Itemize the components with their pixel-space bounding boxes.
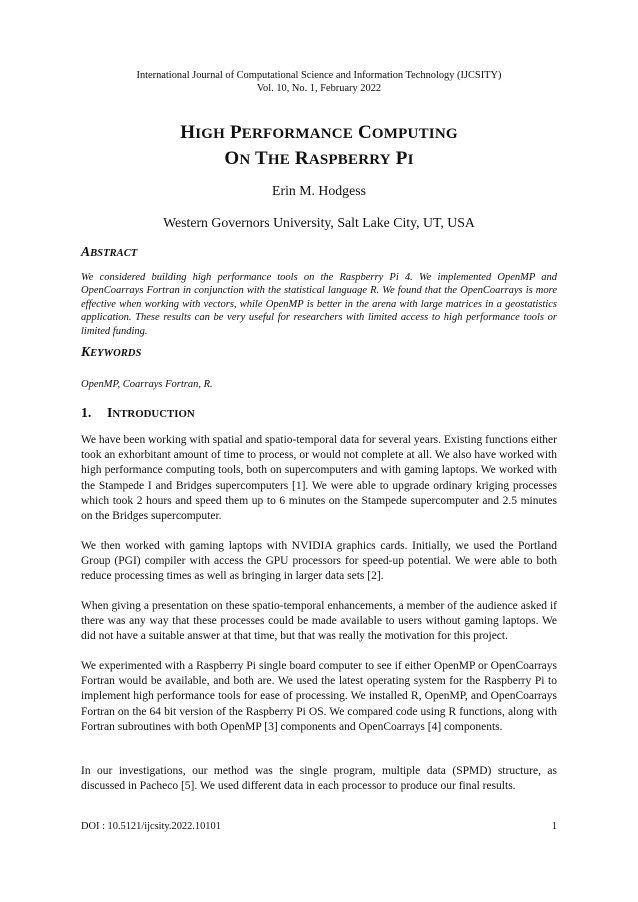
keywords-text: OpenMP, Coarrays Fortran, R.: [81, 379, 213, 390]
keywords-heading: KEYWORDS: [81, 344, 142, 359]
intro-paragraph-3: When giving a presentation on these spatio-temporal enhancements, a member of the audience asked if there was any way that these processes could be made available to users without gaming laptops. We did not have a suitable answer at that time, but that was really the motivation for this project.: [81, 600, 557, 643]
journal-name: International Journal of Computational Science and Information Technology (IJCSITY): [136, 70, 502, 81]
intro-paragraph-4: We experimented with a Raspberry Pi single board computer to see if either OpenMP or OpenCoarrays Fortran would be available, and both are. We used the latest operating system for the Raspberry Pi to implement high performance tools for ease of processing. We installed R, OpenMP, and OpenCoarrays Fortran on the 64 bit version of the Raspberry Pi OS. We compared code using R functions, along with Fortran subroutines with both OpenMP [3] components and OpenCoarrays [4] components.: [81, 660, 557, 733]
abstract-text: We considered building high performance tools on the Raspberry Pi 4. We implemented OpenMP and OpenCoarrays Fortran in conjunction with the statistical language R. We found that the OpenCoarrays is more effective when working with vectors, while OpenMP is better in the arena with large matrices in a geostatistics application. These results can be very useful for researchers with limited access to high performance tools or limited funding.: [81, 272, 557, 337]
section-title: INTRODUCTION: [107, 405, 195, 420]
author-affiliation: Western Governors University, Salt Lake City, UT, USA: [163, 215, 475, 230]
intro-paragraph-1: We have been working with spatial and spatio-temporal data for several years. Existing functions either took an exhorbitant amount of time to process, or would not complete at all. We also have worked with high performance computing tools, both on supercomputers and with gaming laptops. We worked with the Stampede I and Bridges supercomputers [1]. We were able to upgrade ordinary kriging processes which took 2 hours and speed them up to 6 minutes on the Stampede supercomputer and 2.5 minutes on the Bridges supercomputer.: [81, 434, 557, 523]
paper-title-line2: ON THE RASPBERRY PI: [224, 148, 414, 169]
introduction-heading: [81, 404, 195, 423]
paper-title-line1: HIGH PERFORMANCE COMPUTING: [180, 122, 458, 143]
intro-paragraph-2: We then worked with gaming laptops with NVIDIA graphics cards. Initially, we used the Portland Group (PGI) compiler with access the GPU processors for speed-up potential. We were able to both reduce processing times as well as bringing in larger data sets [2].: [81, 540, 557, 583]
abstract-heading: ABSTRACT: [81, 244, 138, 259]
author-name: Erin M. Hodgess: [272, 183, 366, 198]
journal-volume: Vol. 10, No. 1, February 2022: [256, 83, 382, 94]
section-number: 1.: [81, 405, 92, 420]
page-number: 1: [551, 821, 557, 832]
doi-text: DOI : 10.5121/ijcsity.2022.10101: [81, 821, 221, 832]
intro-paragraph-5: In our investigations, our method was the single program, multiple data (SPMD) structure, as discussed in Pacheco [5]. We used different data in each processor to produce our final results.: [81, 765, 557, 793]
